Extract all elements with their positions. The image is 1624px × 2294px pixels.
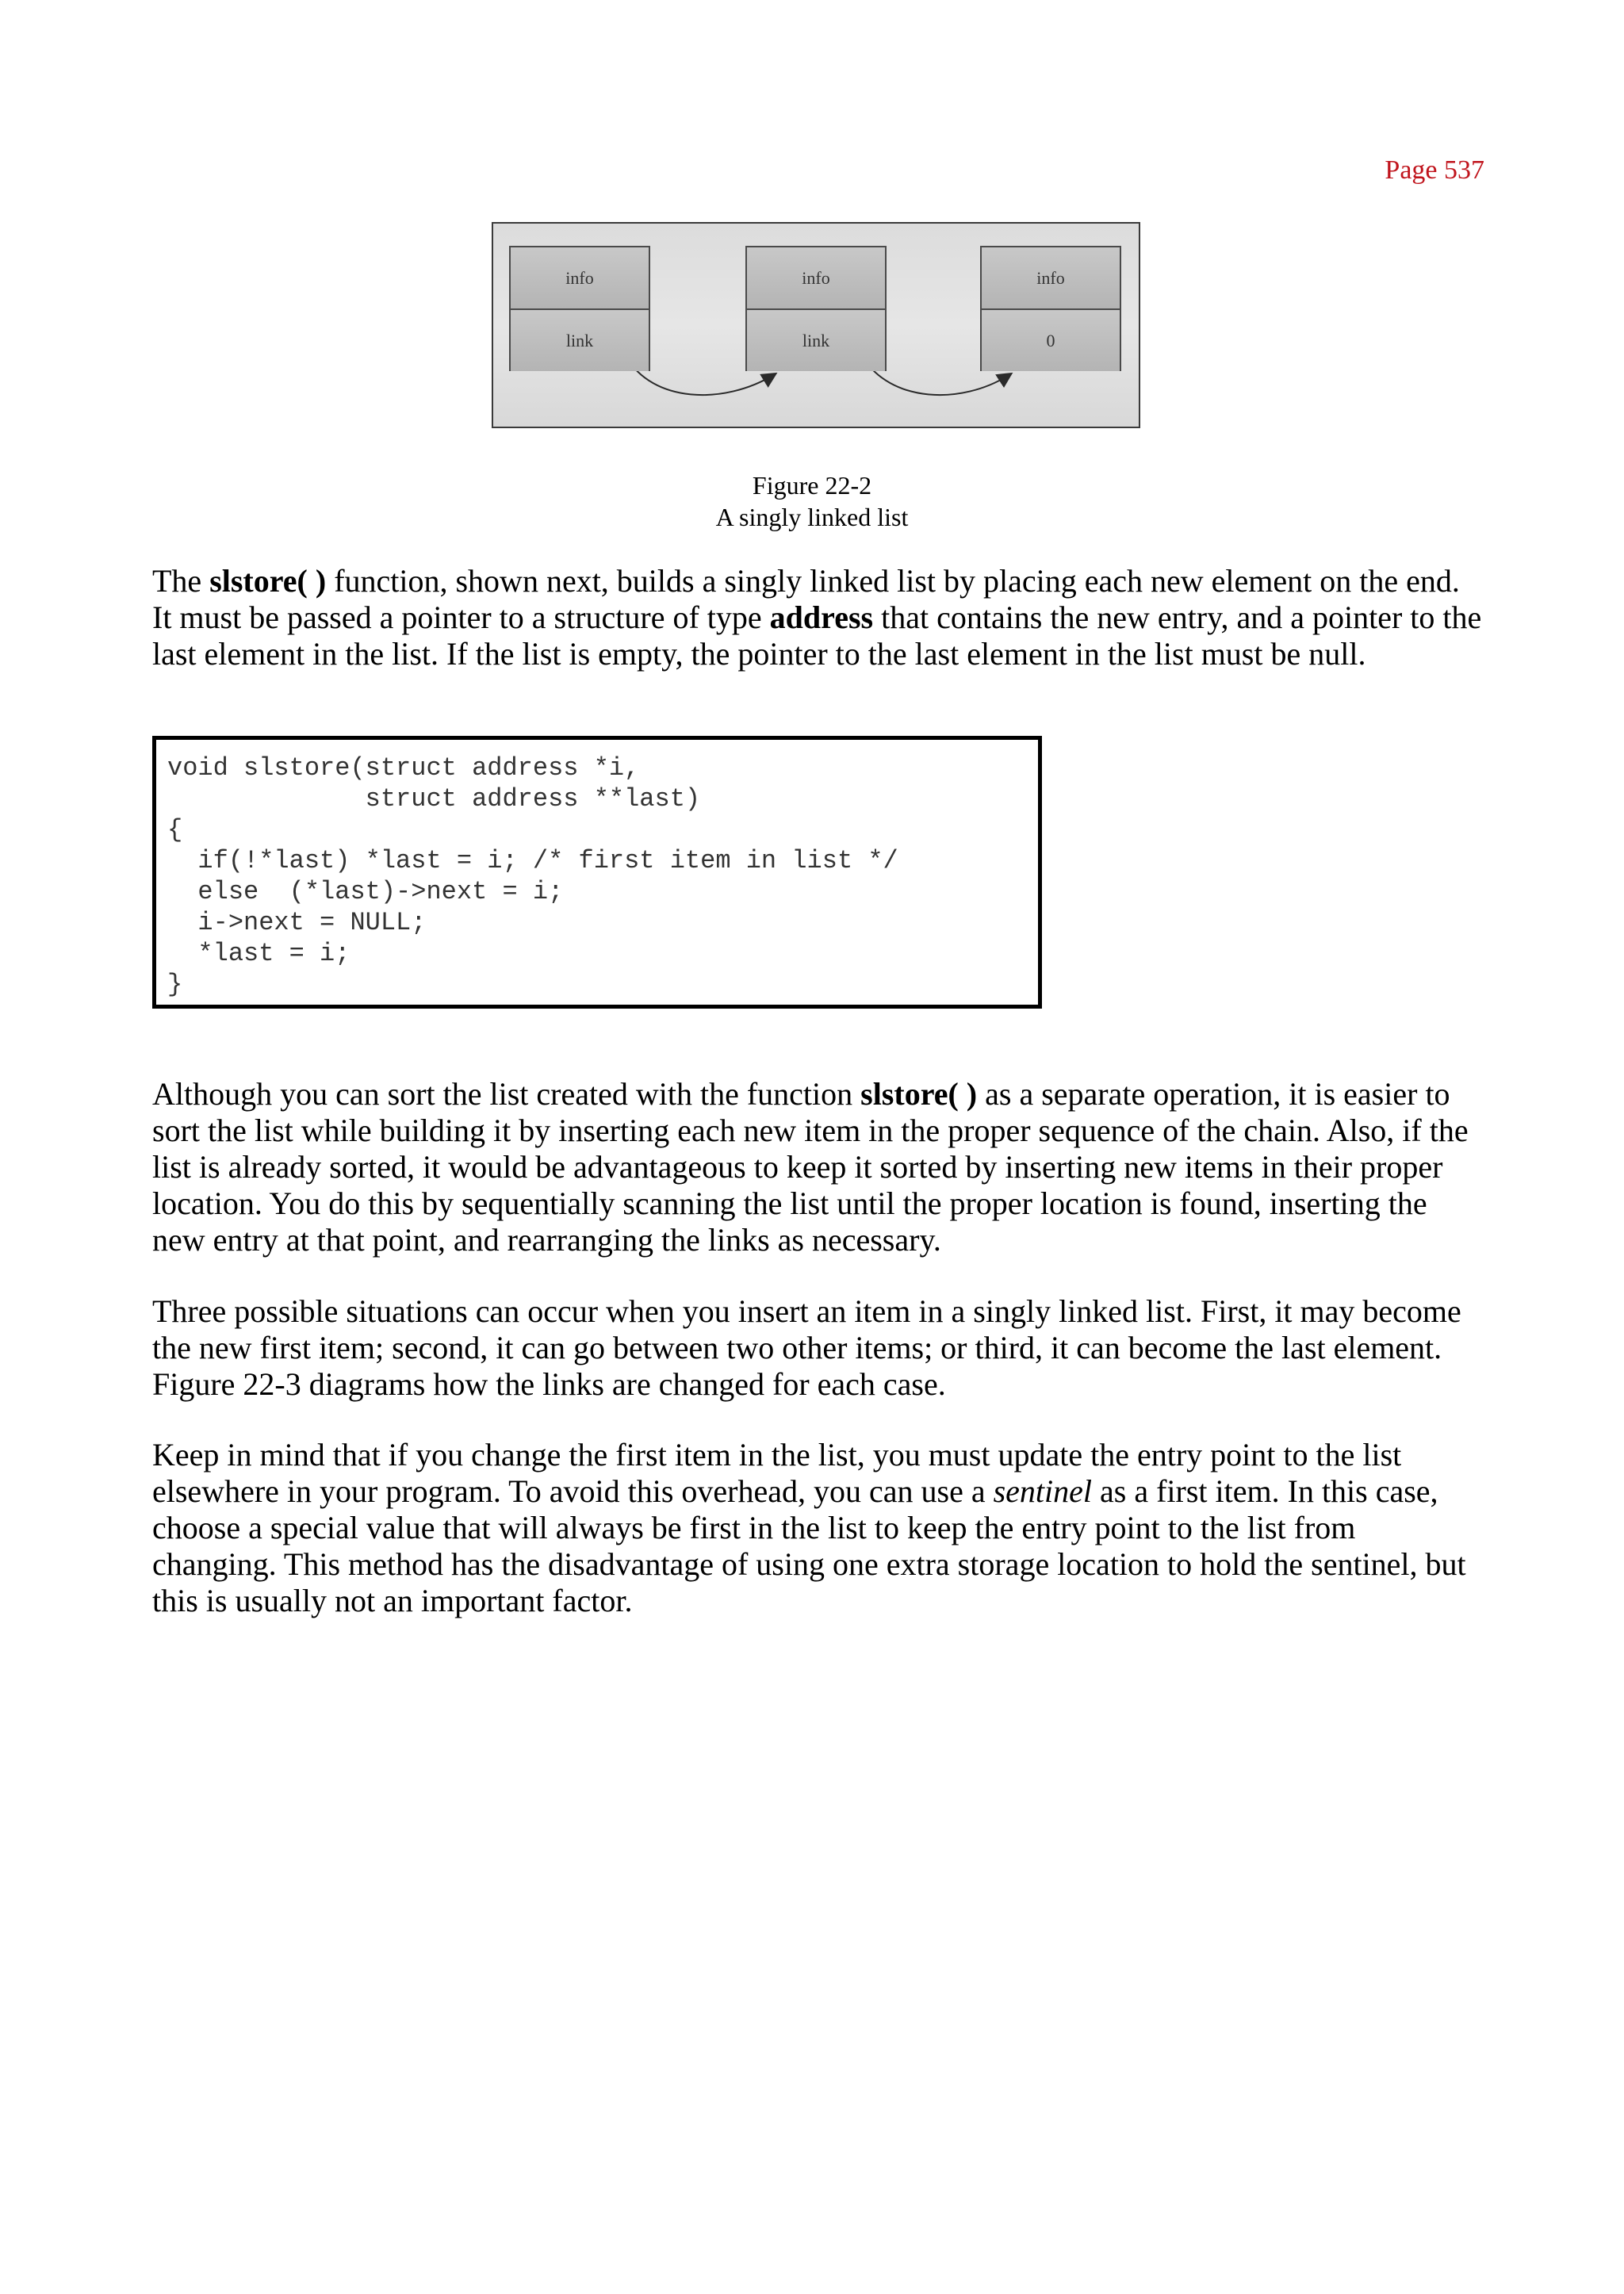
node-info-cell: info: [982, 247, 1120, 310]
text-run: that contains the new entry, and a pointer to the last element in the list. If the list is empty, the pointer to the last element in the list must be null.: [152, 599, 1482, 672]
function-name: slstore( ): [209, 563, 327, 599]
type-name: address: [769, 599, 874, 635]
text-run: as a first item. In this case, choose a special value that will always be first in the list to keep the entry point to the list from changing. This method has the disadvantage of using one extra storage location to hold the sentinel, but this is usually not an important factor.: [152, 1473, 1466, 1618]
text-run: function, shown next, builds a singly linked list by placing each new element on the end. It must be passed a pointer to a structure of type: [152, 563, 1460, 635]
paragraph-slstore-intro: [152, 563, 1484, 672]
emphasis-term: sentinel: [993, 1473, 1093, 1509]
text-run: Although you can sort the list created with the function: [152, 1076, 861, 1112]
code-listing: [152, 736, 1042, 1009]
paragraph-sorting: [152, 1076, 1484, 1258]
node-link-cell: link: [511, 310, 649, 371]
list-node-1: [509, 246, 650, 371]
paragraph-insert-situations: Three possible situations can occur when you insert an item in a singly linked list. First, it may become the new first item; second, it can go between two other items; or third, it can become the last element. Figure 22-3 diagrams how the links are changed for each case.: [152, 1293, 1461, 1402]
text-run: as a separate operation, it is easier to sort the list while building it by inserting each new item in the proper sequence of the chain. Also, if the list is already sorted, it would be advantageous to keep it sorted by inserting new items in their proper location. You do this by sequentially scanning the list until the proper location is found, inserting the new entry at that point, and rearranging the links as necessary.: [152, 1076, 1469, 1258]
page-number: Page 537: [1385, 155, 1484, 185]
function-name: slstore( ): [860, 1076, 978, 1112]
node-info-cell: info: [511, 247, 649, 310]
list-node-2: [745, 246, 887, 371]
text-run: Keep in mind that if you change the first item in the list, you must update the entry point to the list elsewhere in your program. To avoid this overhead, you can use a: [152, 1437, 1402, 1509]
code-text: void slstore(struct address *i, struct address **last) { if(!*last) *last = i; /* first item in list */ else (*last)->next = i; i->next = NULL; *last = i; }: [167, 753, 898, 999]
node-null-cell: 0: [982, 310, 1120, 371]
figure-caption-title: A singly linked list: [715, 503, 909, 531]
list-node-3: [980, 246, 1121, 371]
paragraph-sentinel: [152, 1437, 1484, 1619]
linked-list-figure: [492, 222, 1140, 428]
node-info-cell: info: [747, 247, 885, 310]
figure-caption-number: Figure 22-2: [752, 471, 872, 500]
text-run: The: [152, 563, 210, 599]
node-link-cell: link: [747, 310, 885, 371]
